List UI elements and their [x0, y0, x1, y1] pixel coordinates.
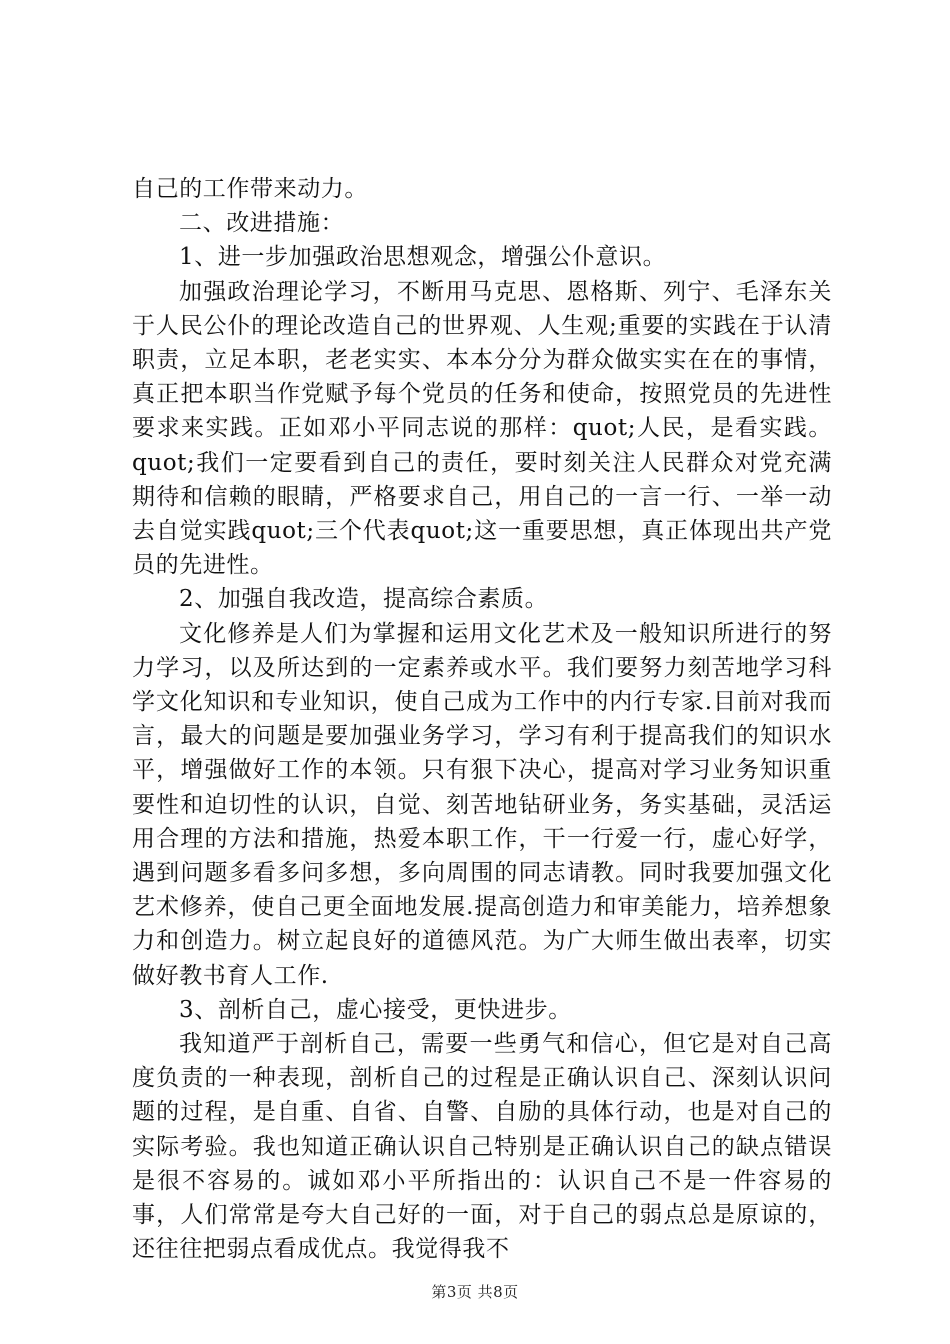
document-body [132, 172, 832, 1267]
paragraph-4: 加强政治理论学习，不断用马克思、恩格斯、列宁、毛泽东关于人民公仆的理论改造自己的世界观、人生观;重要的实践在于认清职责，立足本职，老老实实、本本分分为群众做实实在在的事情，真正把本职当作党赋予每个党员的任务和使命，按照党员的先进性要求来实践。正如邓小平同志说的那样：quot;人民，是看实践。quot;我们一定要看到自己的责任，要时刻关注人民群众对党充满期待和信赖的眼睛，严格要求自己，用自己的一言一行、一举一动去自觉实践quot;三个代表quot;这一重要思想，真正体现出共产党员的先进性。 [132, 278, 832, 579]
page-number: 第3页 共8页 [431, 1283, 519, 1301]
paragraph-1: 自己的工作带来动力。 [132, 176, 368, 202]
paragraph-5-item-heading: 2、加强自我改造，提高综合素质。 [179, 586, 549, 613]
page-footer [0, 1281, 950, 1302]
paragraph-7-item-heading: 3、剖析自己，虚心接受，更快进步。 [179, 996, 572, 1023]
paragraph-6: 文化修养是人们为掌握和运用文化艺术及一般知识所进行的努力学习，以及所达到的一定素养或水平。我们要努力刻苦地学习科学文化知识和专业知识，使自己成为工作中的内行专家.目前对我而言，最大的问题是要加强业务学习，学习有利于提高我们的知识水平，增强做好工作的本领。只有狠下决心，提高对学习业务知识重要性和迫切性的认识，自觉、刻苦地钻研业务，务实基础，灵活运用合理的方法和措施，热爱本职工作，干一行爱一行，虚心好学，遇到问题多看多问多想，多向周围的同志请教。同时我要加强文化艺术修养，使自己更全面地发展.提高创造力和审美能力，培养想象力和创造力。树立起良好的道德风范。为广大师生做出表率，切实做好教书育人工作. [132, 620, 832, 989]
paragraph-3-item-heading: 1、进一步加强政治思想观念，增强公仆意识。 [179, 244, 667, 271]
paragraph-2-section-heading: 二、改进措施： [179, 210, 345, 237]
paragraph-8: 我知道严于剖析自己，需要一些勇气和信心，但它是对自己高度负责的一种表现，剖析自己的过程是正确认识自己、深刻认识问题的过程，是自重、自省、自警、自励的具体行动，也是对自己的实际考验。我也知道正确认识自己特别是正确认识自己的缺点错误是很不容易的。诚如邓小平所指出的：认识自己不是一件容易的事，人们常常是夸大自己好的一面，对于自己的弱点总是原谅的，还往往把弱点看成优点。我觉得我不 [132, 1031, 832, 1263]
